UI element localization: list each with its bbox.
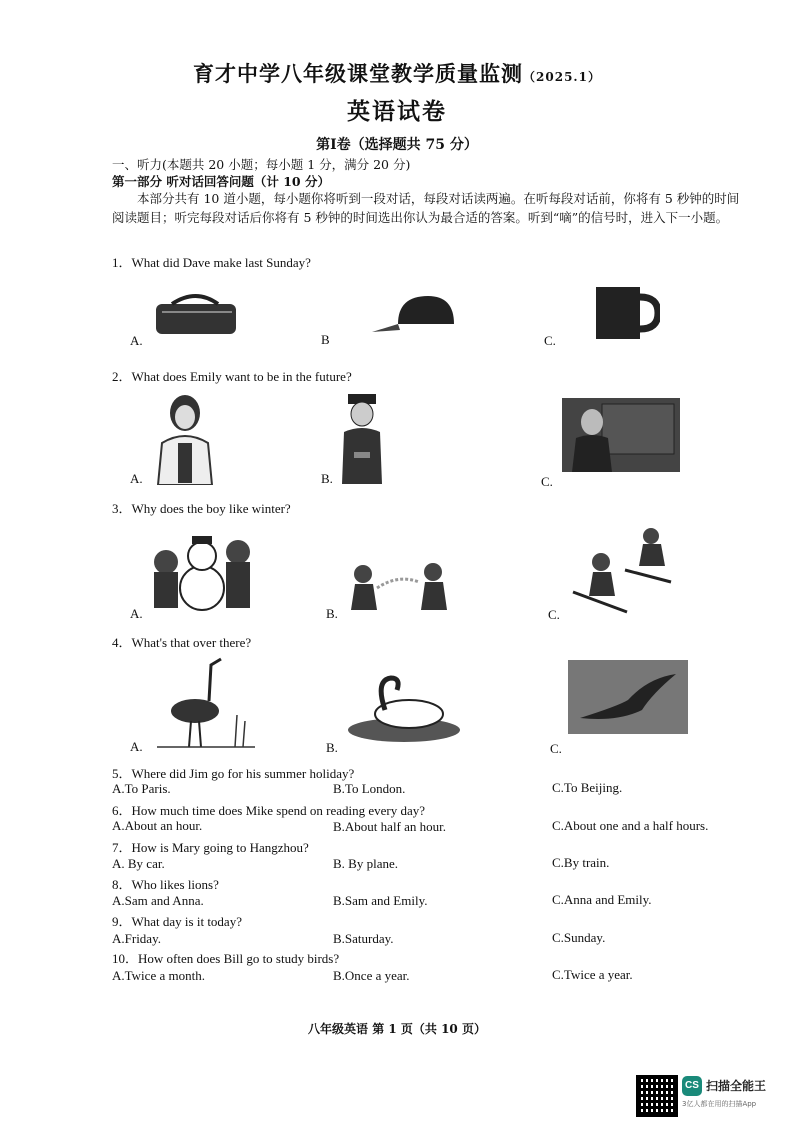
q8-option-c[interactable]: C.Anna and Emily.: [552, 892, 652, 907]
question-1-stem: 1．What did Dave make last Sunday?: [112, 255, 311, 270]
q2-option-b[interactable]: B.: [321, 471, 333, 486]
q2-option-a[interactable]: A.: [130, 471, 143, 486]
question-4-stem: 4．What's that over there?: [112, 635, 252, 650]
volume-label: 第Ⅰ卷（选择题共 75 分）: [316, 137, 478, 153]
q5-option-b[interactable]: B.To London.: [333, 781, 406, 796]
q10-option-a[interactable]: A.Twice a month.: [112, 968, 205, 983]
bag-icon: [152, 290, 242, 340]
teacher-icon: [562, 398, 680, 472]
q1-option-b[interactable]: B: [321, 332, 330, 347]
q10-option-c[interactable]: C.Twice a year.: [552, 967, 633, 982]
q3-option-b[interactable]: B.: [326, 606, 338, 621]
q5-option-a[interactable]: A.To Paris.: [112, 781, 171, 796]
q4-option-c[interactable]: C.: [550, 741, 562, 756]
q3-option-a[interactable]: A.: [130, 606, 143, 621]
section-heading: 一、听力(本题共 20 小题；每小题 1 分，满分 20 分): [112, 157, 411, 172]
snowball-fight-icon: [343, 560, 453, 616]
q2-option-c[interactable]: C.: [541, 474, 553, 489]
q6-option-a[interactable]: A.About an hour.: [112, 818, 203, 833]
q3-option-c[interactable]: C.: [548, 607, 560, 622]
q9-option-b[interactable]: B.Saturday.: [333, 931, 394, 946]
q6-option-c[interactable]: C.About one and a half hours.: [552, 818, 709, 833]
police-officer-icon: [338, 392, 386, 484]
part-heading: 第一部分 听对话回答问题（计 10 分）: [112, 174, 330, 189]
q4-option-b[interactable]: B.: [326, 740, 338, 755]
cap-icon: [370, 290, 460, 338]
exam-title: 育才中学八年级课堂教学质量监测（2025.1）: [193, 61, 601, 86]
exam-subtitle: 英语试卷: [347, 98, 447, 125]
question-5-stem: 5．Where did Jim go for his summer holiday?: [112, 766, 355, 781]
instructions: 本部分共有 10 道小题，每小题你将听到一段对话，每段对话读两遍。在听每段对话前，你将有 5 秒钟的时间阅读题目；听完每段对话后你将有 5 秒钟的时间选出你认为最合适的答案。听到“嘀”的信号时，进入下一小题。: [112, 191, 740, 225]
q7-option-c[interactable]: C.By train.: [552, 855, 610, 870]
q7-option-b[interactable]: B. By plane.: [333, 856, 398, 871]
q8-option-b[interactable]: B.Sam and Emily.: [333, 893, 428, 908]
snowman-icon: [150, 522, 254, 612]
scanner-app-name: 扫描全能王: [706, 1079, 767, 1093]
crane-icon: [155, 655, 255, 750]
question-6-stem: 6．How much time does Mike spend on reading every day?: [112, 803, 426, 818]
q5-option-c[interactable]: C.To Beijing.: [552, 780, 623, 795]
q7-option-a[interactable]: A. By car.: [112, 856, 165, 871]
cs-logo-icon: CS: [682, 1076, 702, 1096]
mug-icon: [590, 285, 660, 341]
q6-option-b[interactable]: B.About half an hour.: [333, 819, 447, 834]
question-8-stem: 8．Who likes lions?: [112, 877, 219, 892]
swan-icon: [345, 670, 463, 744]
q9-option-c[interactable]: C.Sunday.: [552, 930, 606, 945]
q4-option-a[interactable]: A.: [130, 739, 143, 754]
eagle-icon: [568, 660, 688, 734]
page-footer: 八年级英语 第 1 页（共 10 页）: [308, 1022, 486, 1036]
q8-option-a[interactable]: A.Sam and Anna.: [112, 893, 204, 908]
qr-code-icon: [636, 1075, 678, 1117]
q9-option-a[interactable]: A.Friday.: [112, 931, 161, 946]
q1-option-a[interactable]: A.: [130, 333, 143, 348]
question-3-stem: 3．Why does the boy like winter?: [112, 501, 291, 516]
skiing-icon: [567, 526, 675, 616]
woman-icon: [152, 393, 218, 485]
question-2-stem: 2．What does Emily want to be in the future?: [112, 369, 352, 384]
question-9-stem: 9．What day is it today?: [112, 914, 242, 929]
question-7-stem: 7．How is Mary going to Hangzhou?: [112, 840, 309, 855]
q10-option-b[interactable]: B.Once a year.: [333, 968, 410, 983]
scanner-app-tagline: 3亿人都在用的扫描App: [682, 1100, 757, 1108]
q1-option-c[interactable]: C.: [544, 333, 556, 348]
exam-date: （2025.1）: [523, 70, 601, 84]
question-10-stem: 10．How often does Bill go to study birds?: [112, 951, 340, 966]
